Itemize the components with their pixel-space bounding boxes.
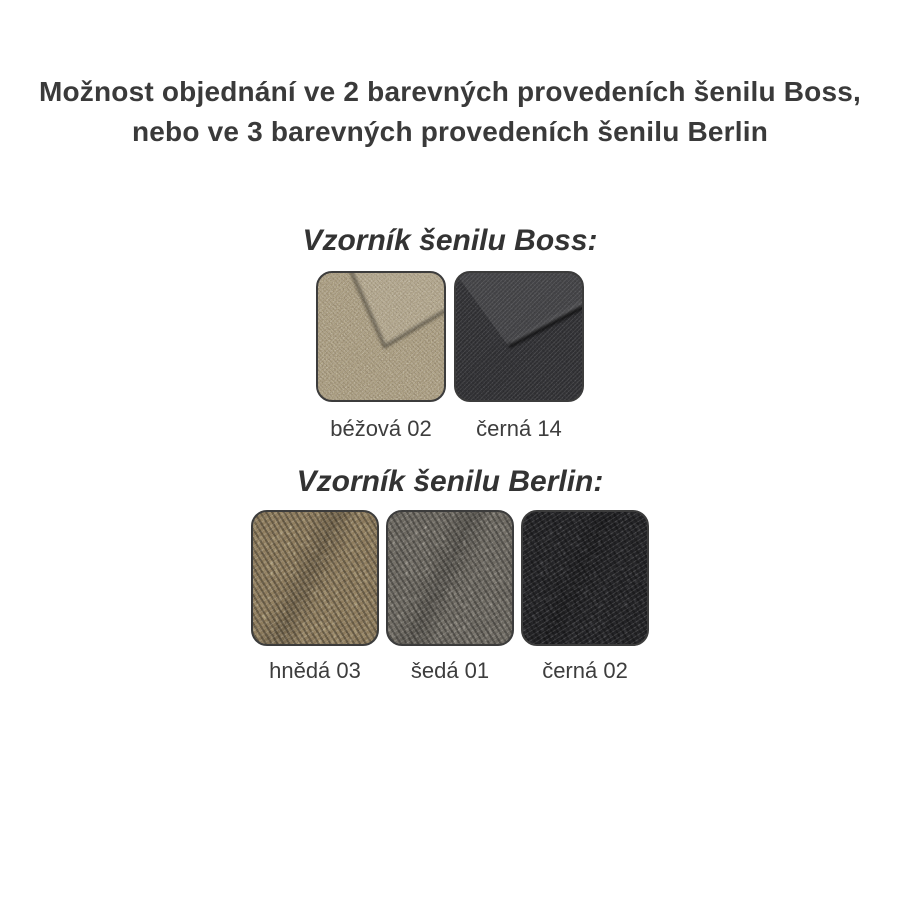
fabric-image-hneda-03 [251,510,379,646]
swatch-cerna-02 [521,510,649,684]
fabric-image-cerna-14 [454,271,584,402]
fabric-image-seda-01 [386,510,514,646]
swatch-seda-01 [386,510,514,684]
berlin-swatch-row [251,510,649,684]
page-title-line2: nebo ve 3 barevných provedeních šenilu Berlin [131,116,769,147]
swatch-bezova-02 [316,271,446,442]
swatch-hneda-03 [251,510,379,684]
fabric-image-bezova-02 [316,271,446,402]
swatch-label-seda-01: šedá 01 [410,657,490,683]
swatch-label-bezova-02: béžová 02 [330,415,432,441]
swatch-label-hneda-03: hnědá 03 [269,657,361,683]
swatch-cerna-14 [454,271,584,442]
swatch-label-cerna-14: černá 14 [476,415,562,441]
boss-heading: Vzorník šenilu Boss: [302,223,598,257]
section-berlin [251,442,649,684]
page-title-line1: Možnost objednání ve 2 barevných provedeních šenilu Boss, [38,76,862,107]
boss-swatch-row [316,271,584,442]
berlin-heading: Vzorník šenilu Berlin: [296,464,604,498]
page-title [39,72,861,152]
swatch-label-cerna-02: černá 02 [542,657,628,683]
section-boss [302,171,597,442]
fabric-image-cerna-02 [521,510,649,646]
